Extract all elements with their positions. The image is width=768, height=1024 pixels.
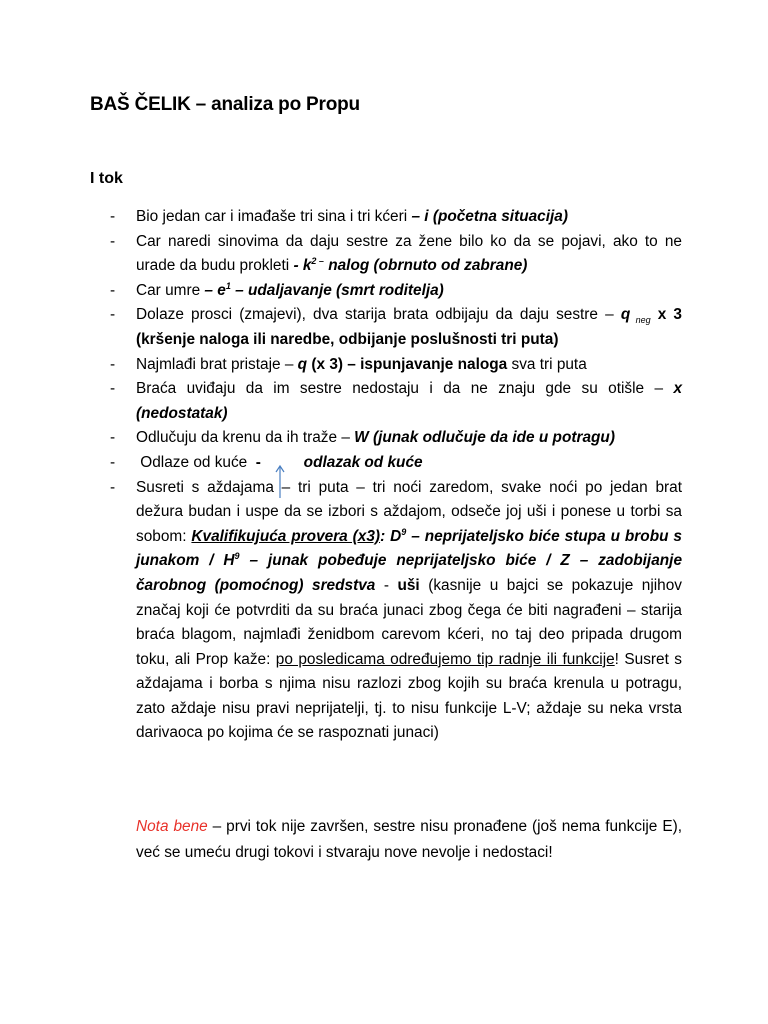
item-function: (x 3) – ispunjavanje naloga [307,355,508,373]
item-function: (kršenje naloga ili naredbe, odbijanje poslušnosti tri puta) [136,330,559,348]
item-text: Odlučuju da krenu da ih traže – [136,429,355,447]
item-function-superscript: 9 [234,551,240,562]
item-underlined-heading: Kvalifikujuća provera (x3) [191,527,381,545]
item-function: – neprijateljsko biće stupa u brobu s junakom / H [136,527,682,570]
item-function: x (nedostatak) [136,380,682,422]
item-text: ! Susret s aždajama i borba s njima nisu razlozi zbog kojih su braća krenula u potragu, zato aždaje nisu pravi neprijatelji, tj. to nisu funkcije L-V; aždaje su neka vrsta darivaoca po kojima će se raspoznati junaci) [136,650,682,742]
nota-bene-label: Nota bene [136,818,208,835]
item-function-superscript: 2 – [311,256,324,267]
item-underlined-text: po posledicama određujemo tip radnje ili funkcije [275,650,615,668]
item-dash: - [255,453,261,471]
item-text: Braća uviđaju da im sestre nedostaju i da ne znaju gde su otišle – [136,380,674,398]
list-item [110,230,682,279]
item-function: – udaljavanje (smrt roditelja) [230,281,444,299]
item-function-superscript: 1 [225,280,231,291]
item-function: W (junak odlučuje da ide u potragu) [354,429,615,447]
analysis-list [110,205,682,746]
item-function-symbol: : D [380,527,402,545]
nota-bene-paragraph [136,814,682,866]
section-heading: I tok [90,170,123,187]
item-text: (kasnije u bajci se pokazuje njihov značaj koji će potvrditi da su braća junaci zbog čega će biti nagrađeni – starija braća blagom, najmlađi ženidbom carevom kćeri, no taj deo pripada drugom toku, ali Prop kaže: [136,576,682,668]
list-item [110,377,682,426]
item-function-symbol: q [297,355,308,373]
up-arrow-icon [275,464,285,498]
item-function: – i (početna situacija) [411,208,568,225]
item-function: – junak pobeđuje neprijateljsko biće / Z – zadobijanje čarobnog (pomoćnog) sredstva [136,552,682,594]
nota-bene-text: – prvi tok nije završen, sestre nisu pronađene (još nema funkcije E), već se umeću drugi tokovi i stvaraju nove nevolje i nedostaci! [136,818,682,861]
list-item [110,426,682,451]
item-keyword: uši [397,576,420,594]
item-text: Susreti s aždajama – tri puta – tri noći zaredom, svake noći po jedan brat dežura budan i uspe da se izbori s aždajom, odseče joj uši i ponese u torbi sa sobom: [136,478,682,545]
item-function: odlazak od kuće [260,453,423,471]
list-item [110,451,682,476]
list-item [110,205,682,230]
item-function-symbol: – e [204,281,226,299]
list-item [110,279,682,304]
item-text: Odlaze od kuće [136,453,256,471]
item-function-symbol: q [620,306,631,324]
item-text: - [375,576,398,594]
document-title: BAŠ ČELIK – analiza po Propu [90,94,360,115]
item-text: Najmlađi brat pristaje – [136,355,298,373]
list-item [110,303,682,352]
item-text-tail: sva tri puta [507,355,587,373]
item-text: Dolaze prosci (zmajevi), dva starija brata odbijaju da daju sestre – [136,306,621,324]
item-text: Car umre [136,281,205,299]
list-item [110,353,682,378]
item-function-subscript: neg [630,315,651,326]
item-function-superscript: 9 [401,526,407,537]
item-text: Bio jedan car i imađaše tri sina i tri kćeri [136,208,412,225]
item-function-multiplier: x 3 [650,306,682,324]
item-text: Car naredi sinovima da daju sestre za žene bilo ko da se pojavi, ako to ne urade da budu prokleti [136,232,682,275]
item-function: nalog (obrnuto od zabrane) [323,257,528,275]
item-function-symbol: - k [293,257,312,275]
list-item [110,476,682,747]
